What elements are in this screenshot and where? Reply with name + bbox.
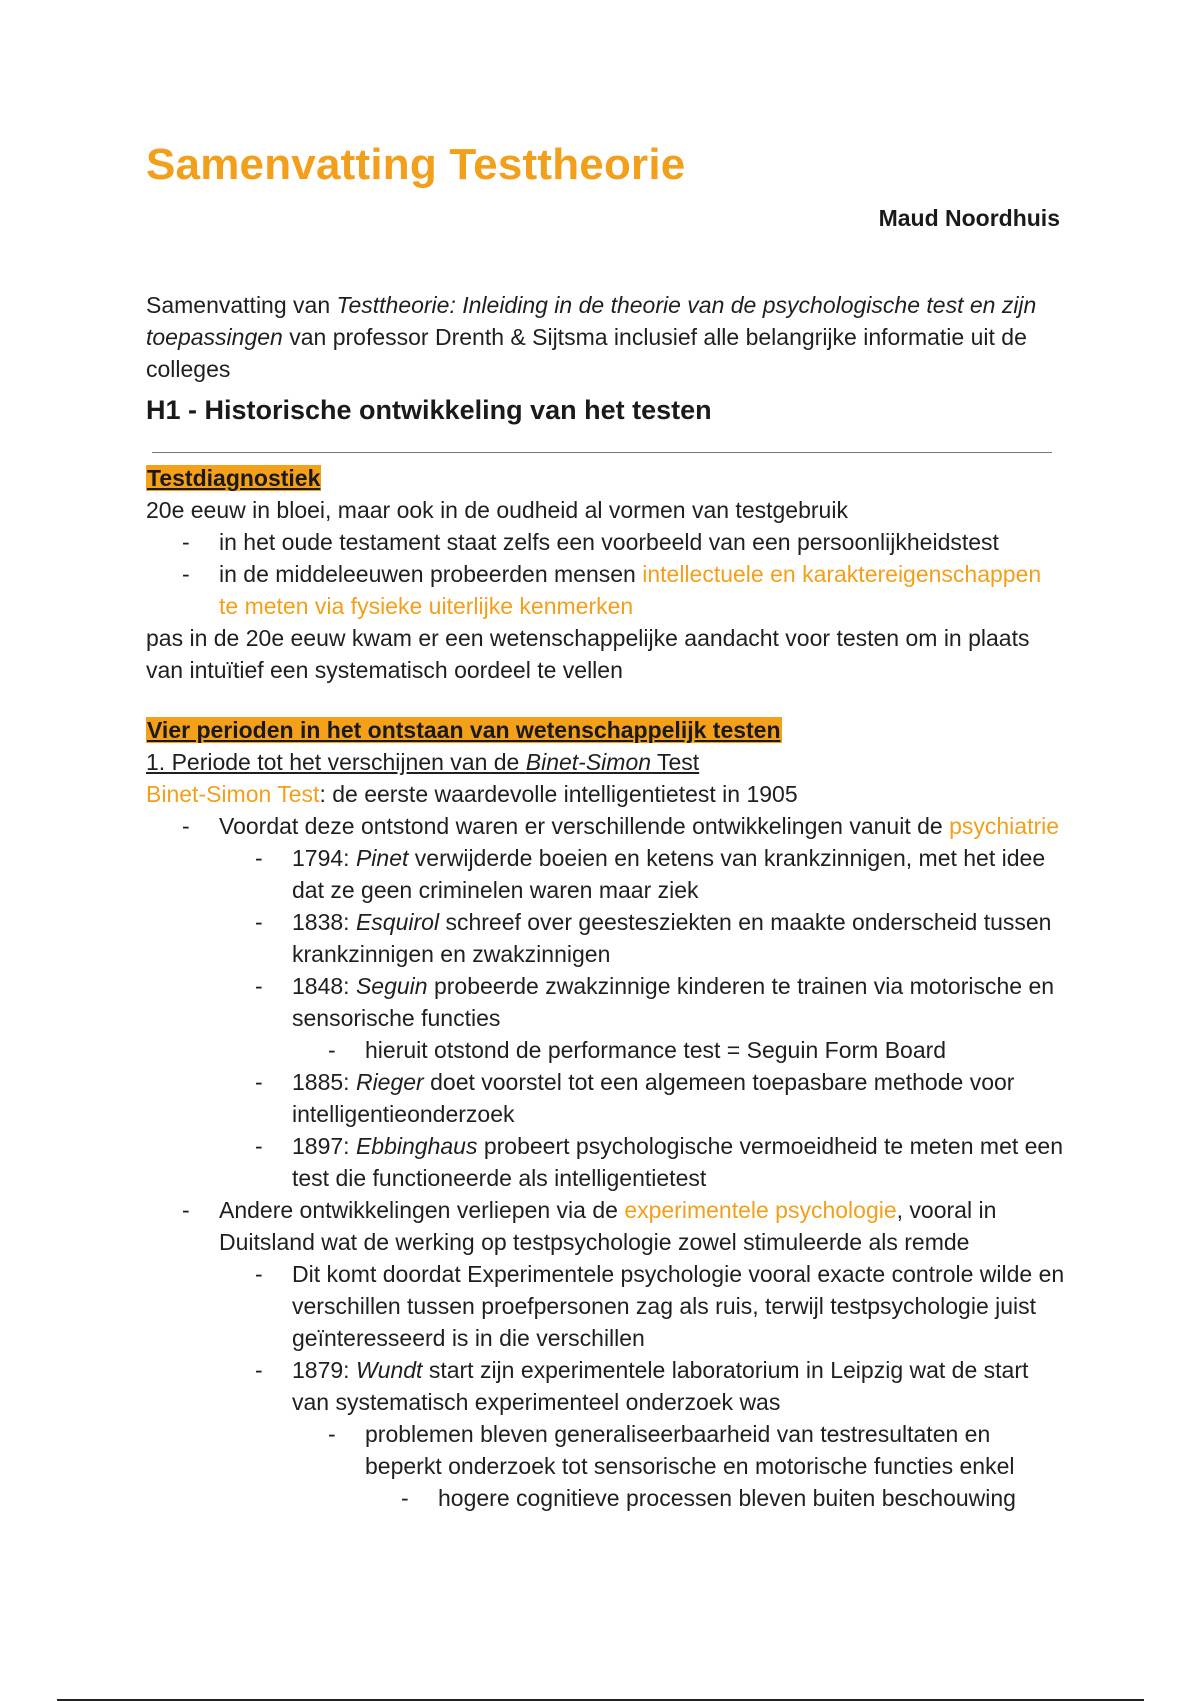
- dash-icon: -: [328, 1037, 336, 1063]
- period-text-end: Test: [651, 749, 700, 775]
- period-italic: Binet-Simon: [525, 749, 652, 775]
- bullet-list: [146, 526, 1066, 622]
- dash-icon: -: [255, 973, 263, 999]
- dash-icon: -: [255, 1357, 263, 1383]
- list-item: [146, 526, 1066, 558]
- orange-term: psychiatrie: [949, 813, 1060, 839]
- orange-term: Binet-Simon Test: [146, 781, 320, 807]
- list-item: [146, 1130, 1066, 1194]
- orange-term: intellectuele en karaktereigenschappen te meten via fysieke uiterlijke kenmerken: [219, 561, 1042, 619]
- list-item: [146, 970, 1066, 1034]
- dash-icon: -: [255, 1261, 263, 1287]
- year: 1838:: [292, 909, 356, 935]
- chapter-heading: H1 - Historische ontwikkeling van het testen: [146, 395, 712, 425]
- list-item-text: in het oude testament staat zelfs een voorbeeld van een persoonlijkheidstest: [219, 529, 999, 555]
- list-item: [146, 1354, 1066, 1418]
- section-heading-vier-perioden: [146, 714, 1066, 746]
- list-item-text: probeert psychologische vermoeidheid te meten met een test die functioneerde als intelligentietest: [292, 1133, 1064, 1191]
- list-item-text: Voordat deze ontstond waren er verschillende ontwikkelingen vanuit de: [219, 813, 950, 839]
- list-item-text: probeerde zwakzinnige kinderen te trainen via motorische en sensorische functies: [292, 973, 1055, 1031]
- year: 1794:: [292, 845, 356, 871]
- definition-text: : de eerste waardevolle intelligentietest in 1905: [319, 781, 798, 807]
- spacer: [146, 686, 1066, 714]
- list-item: [146, 1066, 1066, 1130]
- list-item-text: hieruit otstond de performance test = Seguin Form Board: [365, 1037, 947, 1063]
- section-heading-testdiagnostiek: [146, 462, 1066, 494]
- list-item-text: problemen bleven generaliseerbaarheid van testresultaten en beperkt onderzoek tot sensorische en motorische functies enkel: [365, 1421, 1015, 1479]
- list-item: [146, 1258, 1066, 1354]
- chapter-divider: [152, 452, 1052, 453]
- list-item-text: doet voorstel tot een algemeen toepasbare methode voor intelligentieonderzoek: [292, 1069, 1015, 1127]
- year: 1885:: [292, 1069, 356, 1095]
- list-item-text: Andere ontwikkelingen verliepen via de: [219, 1197, 625, 1223]
- person-name: Rieger: [355, 1069, 424, 1095]
- list-item: [146, 906, 1066, 970]
- dash-icon: -: [328, 1421, 336, 1447]
- list-item: [146, 1194, 1066, 1258]
- highlighted-heading: Vier perioden in het ontstaan van wetenschappelijk testen: [147, 717, 781, 743]
- list-item: [146, 1418, 1066, 1482]
- dash-icon: -: [182, 813, 190, 839]
- dash-icon: -: [182, 561, 190, 587]
- dash-icon: -: [255, 845, 263, 871]
- paragraph-line: pas in de 20e eeuw kwam er een wetenschappelijke aandacht voor testen om in plaats van intuïtief een systematisch oordeel te vellen: [146, 625, 1030, 683]
- period-text: 1. Periode tot het verschijnen van de: [146, 749, 526, 775]
- bullet-list: [146, 810, 1066, 1514]
- list-item-text-end: , vooral in Duitsland wat de werking op testpsychologie zowel stimuleerde als remde: [219, 1197, 997, 1255]
- dash-icon: -: [182, 529, 190, 555]
- dash-icon: -: [255, 909, 263, 935]
- author-name: Maud Noordhuis: [878, 205, 1060, 231]
- intro-text-end: van professor Drenth & Sijtsma inclusief alle belangrijke informatie uit de colleges: [146, 324, 1027, 382]
- list-item: [146, 1482, 1066, 1514]
- list-item-text: schreef over geestesziekten en maakte onderscheid tussen krankzinnigen en zwakzinnigen: [292, 909, 1052, 967]
- dash-icon: -: [255, 1133, 263, 1159]
- period-heading: [146, 746, 1066, 778]
- intro-text-start: Samenvatting van: [146, 292, 337, 318]
- person-name: Seguin: [355, 973, 428, 999]
- chapter-content: [146, 462, 1066, 1514]
- list-item-text: verwijderde boeien en ketens van krankzinnigen, met het idee dat ze geen criminelen waren maar ziek: [292, 845, 1046, 903]
- highlighted-heading: Testdiagnostiek: [147, 465, 321, 491]
- orange-term: experimentele psychologie: [624, 1197, 897, 1223]
- list-item-text: hogere cognitieve processen bleven buiten beschouwing: [438, 1485, 1016, 1511]
- definition-line: [146, 778, 1066, 810]
- intro-paragraph: [146, 289, 1061, 385]
- document-title: Samenvatting Testtheorie: [146, 140, 686, 189]
- year: 1879:: [292, 1357, 356, 1383]
- year: 1897:: [292, 1133, 356, 1159]
- paragraph-line: 20e eeuw in bloei, maar ook in de oudheid al vormen van testgebruik: [146, 497, 848, 523]
- person-name: Esquirol: [355, 909, 440, 935]
- list-item: [146, 558, 1066, 622]
- list-item-text: start zijn experimentele laboratorium in Leipzig wat de start van systematisch experimenteel onderzoek was: [292, 1357, 1029, 1415]
- person-name: Ebbinghaus: [355, 1133, 478, 1159]
- list-item: [146, 842, 1066, 906]
- person-name: Wundt: [355, 1357, 423, 1383]
- list-item: [146, 810, 1066, 842]
- person-name: Pinet: [355, 845, 409, 871]
- year: 1848:: [292, 973, 356, 999]
- list-item: [146, 1034, 1066, 1066]
- dash-icon: -: [255, 1069, 263, 1095]
- intro-book-title: Testtheorie: Inleiding in de theorie van de psychologische test en zijn toepassingen: [146, 292, 1037, 350]
- dash-icon: -: [182, 1197, 190, 1223]
- list-item-text: in de middeleeuwen probeerden mensen: [219, 561, 643, 587]
- dash-icon: -: [401, 1485, 409, 1511]
- list-item-text: Dit komt doordat Experimentele psychologie vooral exacte controle wilde en verschillen tussen proefpersonen zag als ruis, terwijl testpsychologie juist geïnteresseerd is in die verschillen: [292, 1261, 1065, 1351]
